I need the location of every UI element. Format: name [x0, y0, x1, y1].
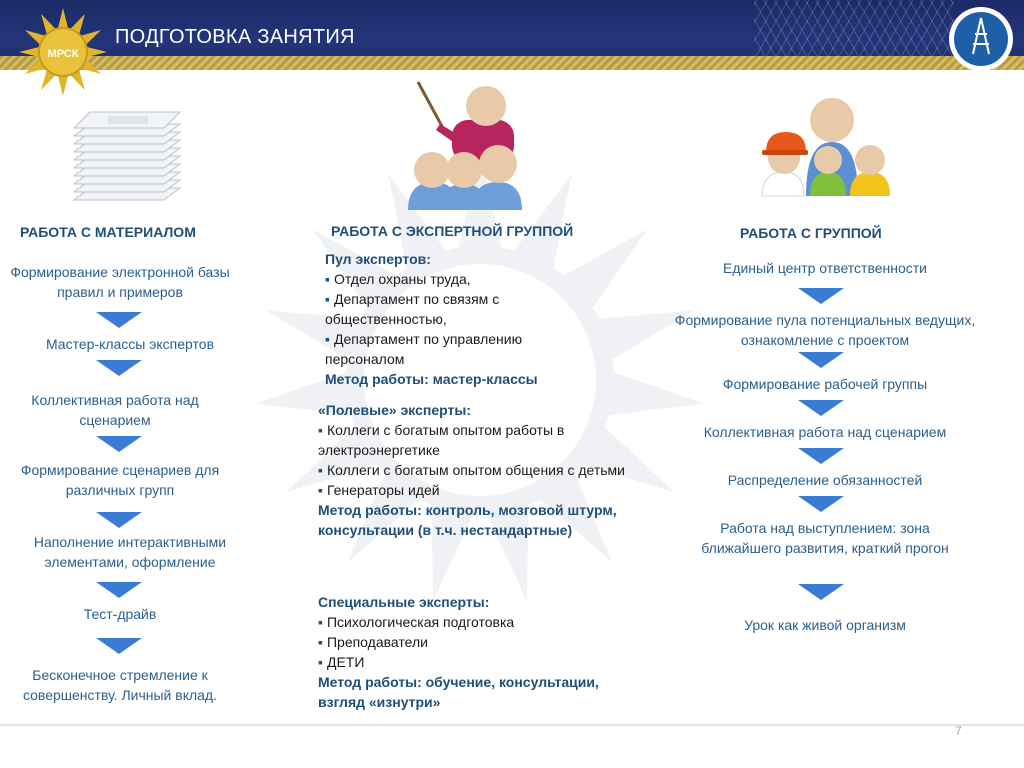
footer-divider [0, 724, 1024, 726]
page-number: 7 [955, 724, 962, 738]
left-step-7: Бесконечное стремление к совершенству. Личный вклад. [22, 667, 217, 703]
right-column-heading: РАБОТА С ГРУППОЙ [740, 225, 882, 241]
field-experts-item: ▪ Коллеги с богатым опытом работы в электроэнергетике [318, 420, 628, 460]
special-experts-block [318, 592, 628, 712]
arrow-down-icon [798, 448, 844, 464]
field-experts-title: «Полевые» эксперты: [318, 402, 471, 418]
expert-pool-item: ▪ Отдел охраны труда, [325, 269, 595, 289]
arrow-down-icon [798, 352, 844, 368]
worker-group-icon [758, 94, 893, 198]
right-step-7: Урок как живой организм [744, 617, 906, 633]
left-step-2: Мастер-классы экспертов [45, 336, 215, 352]
expert-pool-method: Метод работы: мастер-классы [325, 371, 538, 387]
expert-pool-title: Пул экспертов: [325, 251, 431, 267]
special-experts-item: ▪ Психологическая подготовка [318, 612, 628, 632]
expert-pool-block [325, 249, 595, 389]
expert-pool-item: ▪ Департамент по связям с общественностью, [325, 289, 595, 329]
special-experts-item: ▪ Преподаватели [318, 632, 628, 652]
mrsk-northwest-logo-icon [946, 4, 1016, 74]
teacher-with-pointer-icon [400, 78, 530, 213]
right-step-4: Коллективная работа над сценарием [703, 424, 947, 440]
special-experts-method: Метод работы: обучение, консультации, взгляд «изнутри» [318, 674, 599, 710]
right-step-5: Распределение обязанностей [727, 472, 923, 488]
right-step-6: Работа над выступлением: зона ближайшего развития, краткий прогон [701, 520, 949, 556]
expert-pool-item: ▪ Департамент по управлению персоналом [325, 329, 595, 369]
paper-stack-icon [68, 108, 186, 208]
field-experts-method: Метод работы: контроль, мозговой штурм, консультации (в т.ч. нестандартные) [318, 502, 617, 538]
left-step-6: Тест-драйв [83, 606, 157, 622]
power-towers-decor [754, 0, 954, 56]
arrow-down-icon [798, 288, 844, 304]
arrow-down-icon [798, 584, 844, 600]
left-step-3: Коллективная работа над сценарием [31, 392, 199, 428]
left-column-heading: РАБОТА С МАТЕРИАЛОМ [20, 224, 196, 240]
page-title: ПОДГОТОВКА ЗАНЯТИЯ [115, 26, 355, 48]
special-experts-title: Специальные эксперты: [318, 594, 490, 610]
field-experts-item: ▪ Коллеги с богатым опытом общения с детьми [318, 460, 628, 480]
mrsk-sun-logo-icon [18, 6, 108, 98]
svg-text:МРСК: МРСК [47, 48, 79, 60]
middle-column-heading: РАБОТА С ЭКСПЕРТНОЙ ГРУППОЙ [331, 223, 574, 239]
field-experts-block [318, 400, 628, 540]
arrow-down-icon [96, 312, 142, 328]
right-step-1: Единый центр ответственности [722, 260, 927, 276]
left-step-1: Формирование электронной базы правил и примеров [10, 264, 230, 300]
arrow-down-icon [96, 436, 142, 452]
arrow-down-icon [798, 400, 844, 416]
arrow-down-icon [798, 496, 844, 512]
left-step-5: Наполнение интерактивными элементами, оформление [33, 534, 227, 570]
left-step-4: Формирование сценариев для различных групп [20, 462, 220, 498]
arrow-down-icon [96, 638, 142, 654]
gold-stripe [0, 56, 1024, 70]
right-step-3: Формирование рабочей группы [722, 376, 928, 392]
arrow-down-icon [96, 512, 142, 528]
right-step-2: Формирование пула потенциальных ведущих, ознакомление с проектом [674, 312, 976, 348]
arrow-down-icon [96, 582, 142, 598]
arrow-down-icon [96, 360, 142, 376]
special-experts-item: ▪ ДЕТИ [318, 652, 628, 672]
field-experts-item: ▪ Генераторы идей [318, 480, 628, 500]
